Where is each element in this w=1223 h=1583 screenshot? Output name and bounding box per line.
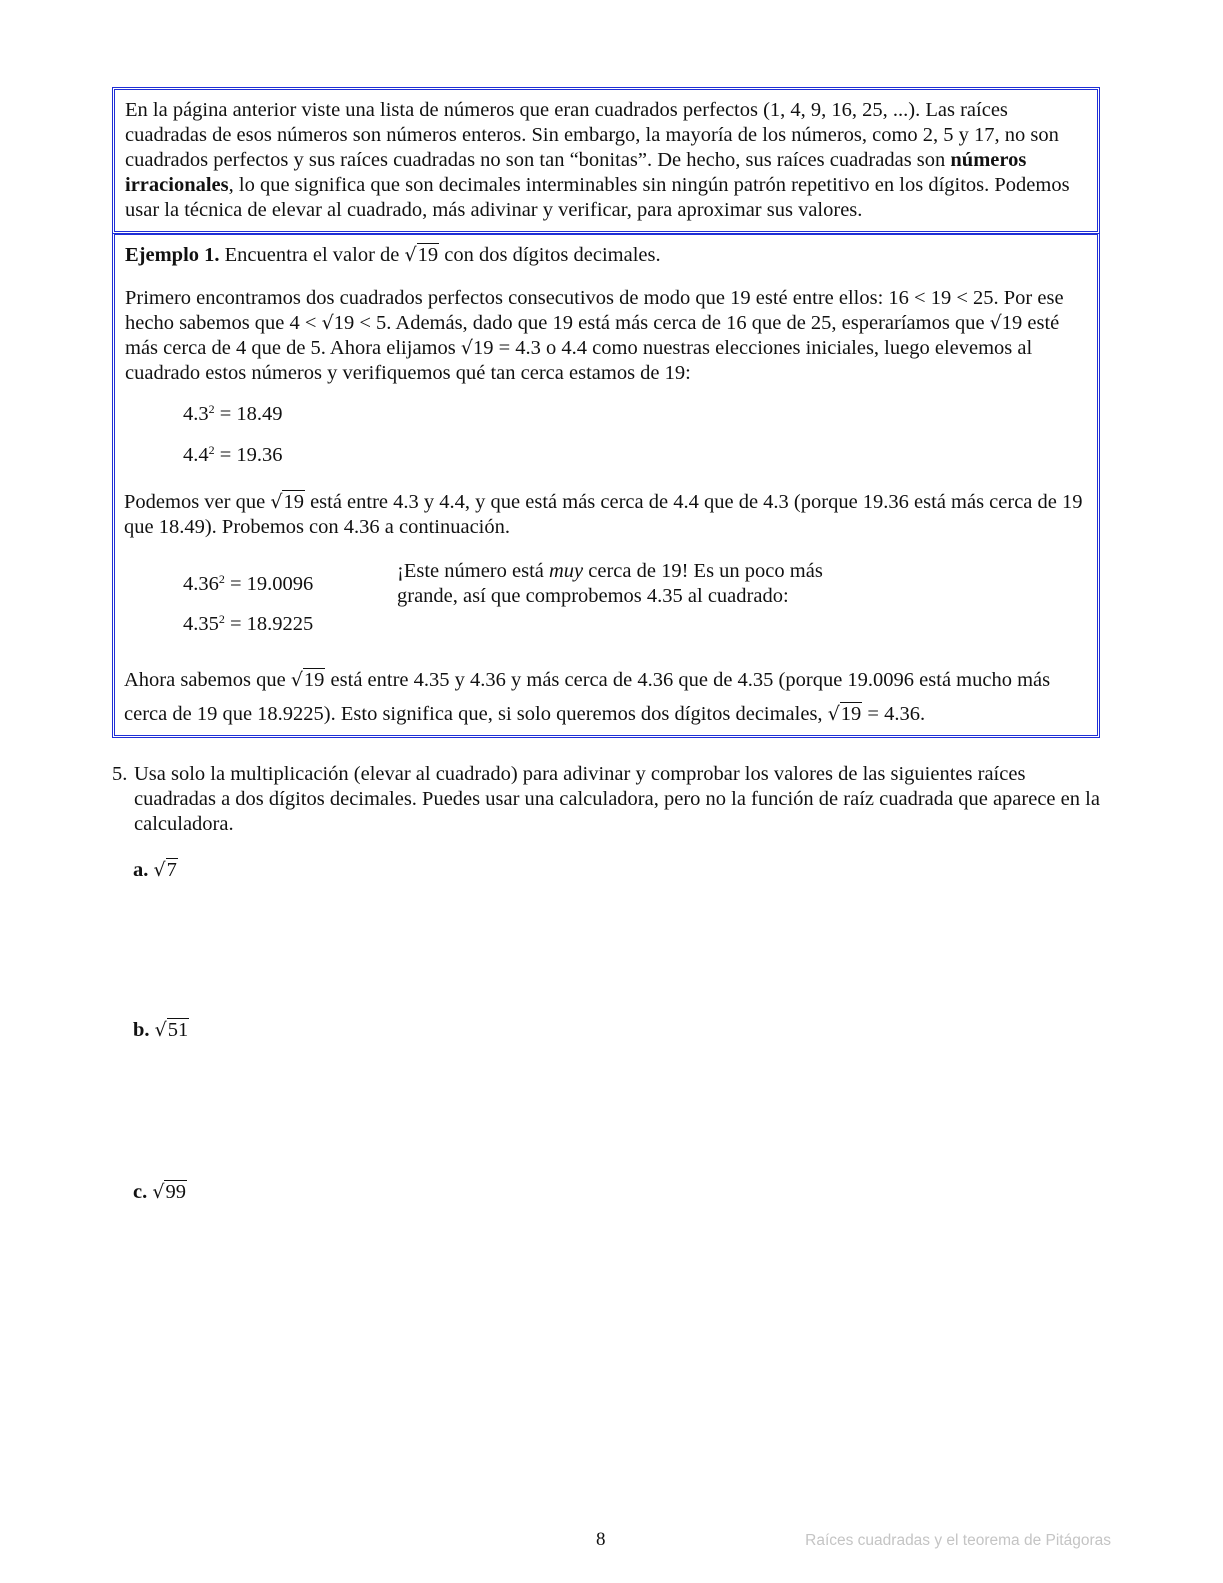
text: está entre 4.35 y 4.36 y más cerca de 4.36 que de 4.35 (porque 19.0096 está mucho más cerca de 19 que 18.9225). Esto significa que, si solo queremos dos dígitos decimales, bbox=[124, 669, 1051, 725]
eq-base: 4.36 bbox=[183, 573, 219, 595]
intro-paragraph bbox=[125, 98, 1087, 223]
example-label: Ejemplo 1. bbox=[125, 244, 220, 266]
part-label: b. bbox=[133, 1019, 150, 1041]
text: Primero encontramos dos cuadrados perfectos consecutivos de modo que 19 esté entre ellos: 16 < 19 < 25. Por ese hecho sabemos que 4 < bbox=[125, 287, 1064, 334]
part-label: c. bbox=[133, 1181, 148, 1203]
bold-term-irrational: números irracionales bbox=[125, 149, 1027, 196]
text: = 4.36. bbox=[862, 703, 926, 725]
sqrt-19: √19 bbox=[321, 312, 355, 334]
example-aside-note bbox=[397, 559, 867, 609]
sqrt-19: √19 bbox=[460, 337, 494, 359]
eq-base: 4.4 bbox=[183, 444, 209, 466]
emphasis: muy bbox=[549, 560, 584, 582]
equation-4-36-squared bbox=[183, 572, 313, 597]
question-part-b bbox=[133, 1018, 189, 1043]
eq-result: = 18.9225 bbox=[224, 613, 314, 635]
eq-exponent: 2 bbox=[208, 443, 215, 457]
eq-result: = 19.36 bbox=[214, 444, 283, 466]
text: esté más cerca de 4 que de 5. Ahora elijamos bbox=[125, 312, 1060, 359]
example-title-text-end: con dos dígitos decimales. bbox=[439, 244, 661, 266]
radicand: 19 bbox=[283, 491, 304, 513]
radicand: 51 bbox=[167, 1019, 189, 1041]
radicand: 19 bbox=[1001, 312, 1023, 334]
intro-box bbox=[112, 87, 1100, 234]
sqrt-19: √19 bbox=[827, 703, 862, 725]
text: Podemos ver que bbox=[124, 491, 271, 513]
sqrt-19: √19 bbox=[404, 244, 439, 266]
sqrt-19: √19 bbox=[989, 312, 1023, 334]
radicand: 19 bbox=[840, 703, 862, 725]
question-text: Usa solo la multiplicación (elevar al cuadrado) para adivinar y comprobar los valores de las siguientes raíces cuadradas a dos dígitos decimales. Puedes usar una calculadora, pero no la función de raíz cuadrada que aparece en la calculadora. bbox=[134, 763, 1100, 835]
equation-4-3-squared bbox=[183, 402, 283, 427]
equation-4-35-squared bbox=[183, 612, 313, 637]
radicand: 19 bbox=[333, 312, 355, 334]
eq-base: 4.35 bbox=[183, 613, 219, 635]
question-part-c bbox=[133, 1180, 187, 1205]
footer-book-title: Raíces cuadradas y el teorema de Pitágoras bbox=[805, 1532, 1111, 1549]
sqrt-7: √7 bbox=[153, 859, 177, 881]
question-5 bbox=[112, 762, 1102, 837]
example-paragraph-2 bbox=[124, 490, 1094, 540]
example-title-text: Encuentra el valor de bbox=[219, 244, 405, 266]
text: = 4.3 o 4.4 como nuestras elecciones iniciales, luego elevemos al cuadrado estos números y verifiquemos qué tan cerca estamos de 19: bbox=[125, 337, 1033, 384]
radicand: 19 bbox=[303, 669, 325, 691]
radicand: 7 bbox=[166, 859, 177, 881]
eq-base: 4.3 bbox=[183, 403, 209, 425]
text: < 5. Además, dado que 19 está más cerca de 16 que de 25, esperaríamos que bbox=[354, 312, 990, 334]
question-part-a bbox=[133, 858, 178, 883]
radicand: 99 bbox=[165, 1181, 186, 1203]
page-number: 8 bbox=[596, 1529, 606, 1550]
text: Ahora sabemos que bbox=[124, 669, 291, 691]
radicand: 19 bbox=[417, 244, 439, 266]
example-paragraph-1 bbox=[125, 286, 1087, 386]
radicand: 19 bbox=[472, 337, 494, 359]
eq-result: = 19.0096 bbox=[224, 573, 314, 595]
text: ¡Este número está bbox=[397, 560, 549, 582]
eq-exponent: 2 bbox=[218, 612, 225, 626]
text: está entre 4.3 y 4.4, y que está más cerca de 4.4 que de 4.3 (porque 19.36 está más cerca de 19 que 18.49). Probemos con 4.36 a continuación. bbox=[124, 491, 1083, 538]
sqrt-19: √19 bbox=[270, 491, 304, 513]
intro-text-continued: , lo que significa que son decimales interminables sin ningún patrón repetitivo en los dígitos. Podemos usar la técnica de elevar al cuadrado, más adivinar y verificar, para aproximar sus valores. bbox=[125, 174, 1070, 221]
question-number: 5. bbox=[112, 763, 128, 785]
intro-text: En la página anterior viste una lista de números que eran cuadrados perfectos (1, 4, 9, 16, 25, ...). Las raíces cuadradas de esos números son números enteros. Sin embargo, la mayoría de los números, como 2, 5 y 17, no son cuadrados perfectos y sus raíces cuadradas no son tan “bonitas”. De hecho, sus raíces cuadradas son bbox=[125, 99, 1059, 171]
eq-result: = 18.49 bbox=[214, 403, 283, 425]
text: cerca de 19! Es un poco más grande, así que comprobemos 4.35 al cuadrado: bbox=[397, 560, 823, 607]
eq-exponent: 2 bbox=[208, 402, 215, 416]
example-conclusion bbox=[124, 663, 1094, 731]
part-label: a. bbox=[133, 859, 149, 881]
equation-4-4-squared bbox=[183, 443, 283, 468]
eq-exponent: 2 bbox=[218, 572, 225, 586]
example-title bbox=[125, 243, 1087, 268]
sqrt-51: √51 bbox=[154, 1019, 189, 1041]
sqrt-19: √19 bbox=[290, 669, 325, 691]
sqrt-99: √99 bbox=[152, 1181, 186, 1203]
